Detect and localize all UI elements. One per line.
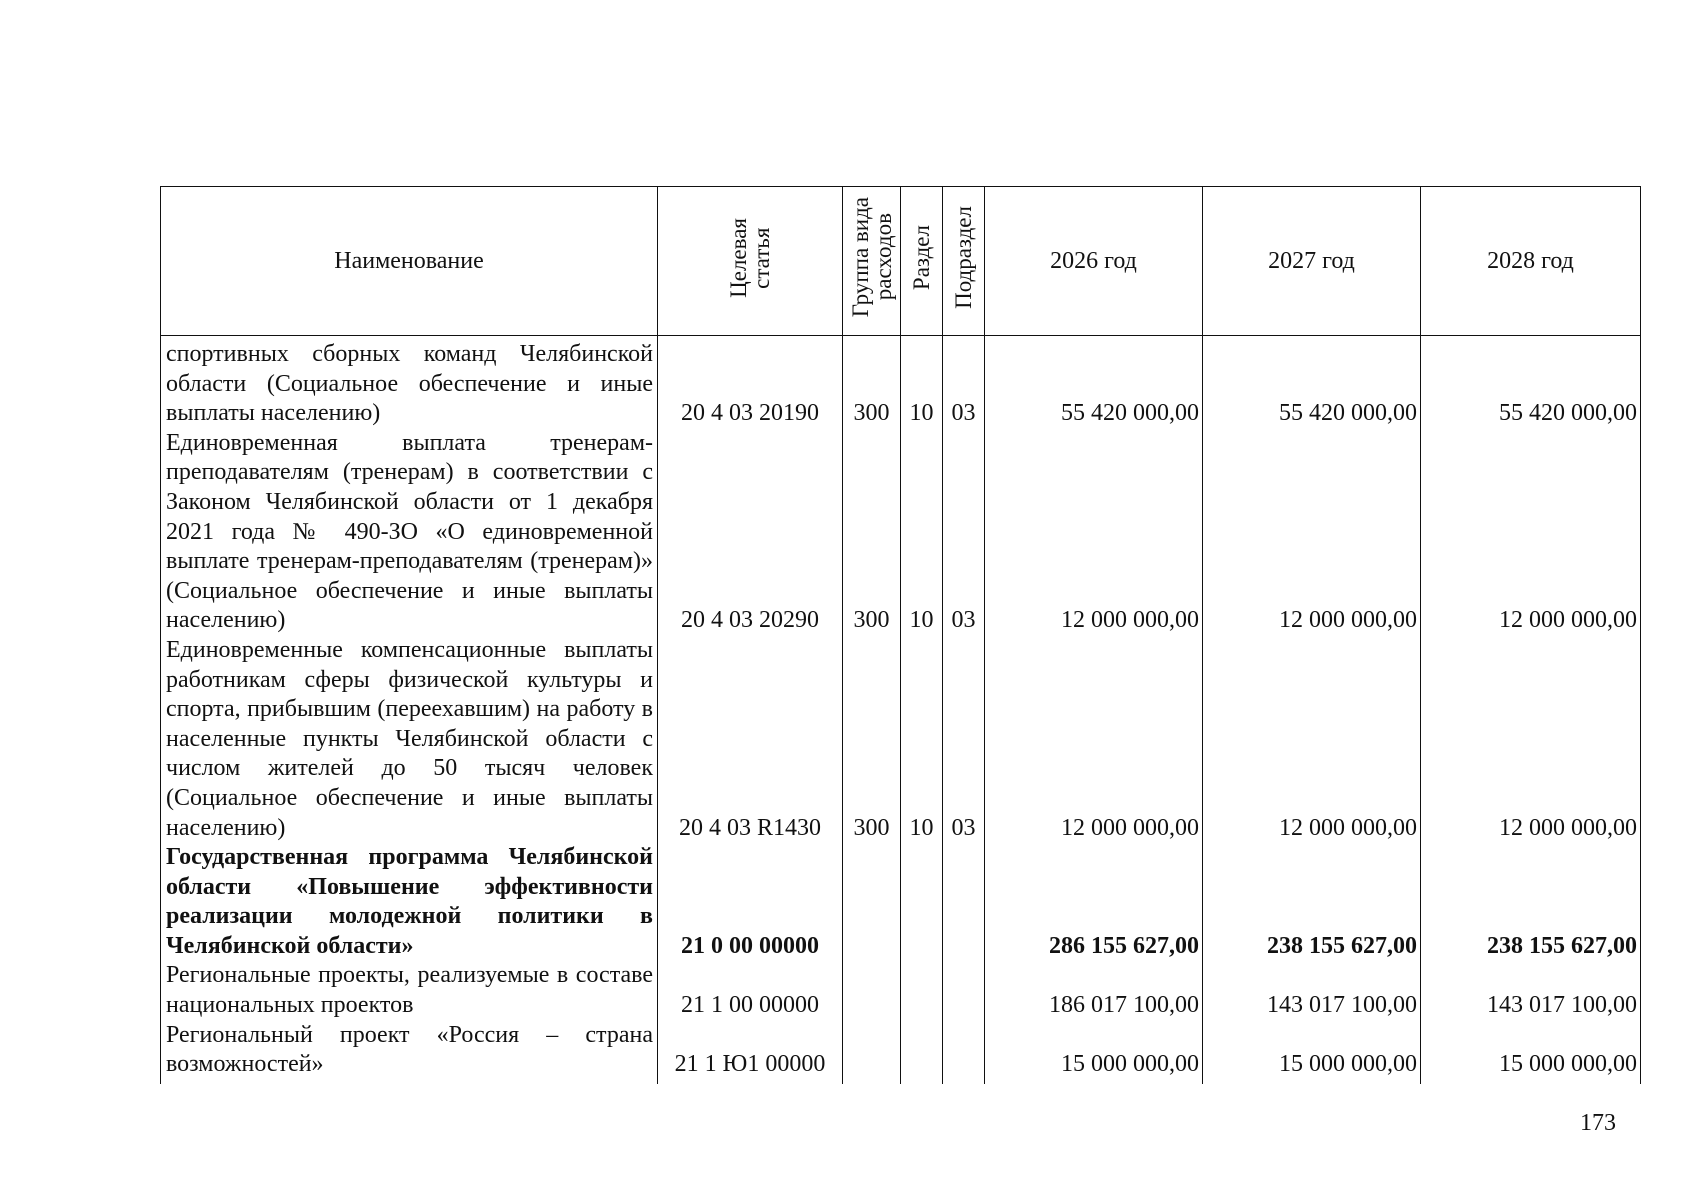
row-amount-2026: 286 155 627,00 — [985, 843, 1203, 961]
row-amount-2027: 143 017 100,00 — [1203, 961, 1421, 1020]
header-section: Раздел — [901, 187, 943, 336]
page-number: 173 — [1580, 1110, 1616, 1136]
table-row — [161, 429, 1641, 636]
row-subsection: 03 — [943, 336, 985, 429]
row-amount-2028: 12 000 000,00 — [1421, 636, 1641, 843]
row-subsection — [943, 843, 985, 961]
row-section: 10 — [901, 636, 943, 843]
row-expense-group — [843, 1021, 901, 1084]
row-amount-2026: 186 017 100,00 — [985, 961, 1203, 1020]
table-row — [161, 636, 1641, 843]
row-amount-2026: 12 000 000,00 — [985, 636, 1203, 843]
row-name: Единовременные компенсационные выплаты работникам сферы физической культуры и спорта, прибывшим (переехавшим) на работу в населенные пункты Челябинской области с числом жителей до 50 тысяч человек (Социальное обеспечение и иные выплаты населению) — [161, 636, 658, 843]
row-amount-2028: 12 000 000,00 — [1421, 429, 1641, 636]
budget-table — [160, 186, 1641, 1084]
row-section: 10 — [901, 429, 943, 636]
row-amount-2028: 143 017 100,00 — [1421, 961, 1641, 1020]
row-target-item: 20 4 03 20190 — [658, 336, 843, 429]
row-subsection — [943, 961, 985, 1020]
row-amount-2027: 15 000 000,00 — [1203, 1021, 1421, 1084]
row-amount-2027: 12 000 000,00 — [1203, 429, 1421, 636]
row-section — [901, 843, 943, 961]
row-amount-2027: 12 000 000,00 — [1203, 636, 1421, 843]
header-expense-group: Группа вида расходов — [843, 187, 901, 336]
row-target-item: 20 4 03 20290 — [658, 429, 843, 636]
header-year-2027: 2027 год — [1203, 187, 1421, 336]
row-amount-2026: 12 000 000,00 — [985, 429, 1203, 636]
row-section — [901, 1021, 943, 1084]
table-row — [161, 1021, 1641, 1084]
row-amount-2028: 55 420 000,00 — [1421, 336, 1641, 429]
table-row-program-total — [161, 843, 1641, 961]
row-expense-group — [843, 961, 901, 1020]
row-target-item: 21 0 00 00000 — [658, 843, 843, 961]
row-subsection: 03 — [943, 636, 985, 843]
row-expense-group: 300 — [843, 429, 901, 636]
row-name: Единовременная выплата тренерам-преподавателям (тренерам) в соответствии с Законом Челябинской области от 1 декабря 2021 года № 490-ЗО «О единовременной выплате тренерам-преподавателям (тренерам)» (Социальное обеспечение и иные выплаты населению) — [161, 429, 658, 636]
row-name: спортивных сборных команд Челябинской области (Социальное обеспечение и иные выплаты населению) — [161, 336, 658, 429]
table-row — [161, 961, 1641, 1020]
header-name: Наименование — [161, 187, 658, 336]
row-amount-2026: 15 000 000,00 — [985, 1021, 1203, 1084]
row-subsection: 03 — [943, 429, 985, 636]
row-amount-2028: 15 000 000,00 — [1421, 1021, 1641, 1084]
header-target-item: Целевая статья — [658, 187, 843, 336]
row-expense-group: 300 — [843, 636, 901, 843]
row-amount-2026: 55 420 000,00 — [985, 336, 1203, 429]
row-subsection — [943, 1021, 985, 1084]
row-section — [901, 961, 943, 1020]
table-header — [161, 187, 1641, 336]
row-name: Государственная программа Челябинской области «Повышение эффективности реализации молодежной политики в Челябинской области» — [161, 843, 658, 961]
header-row — [161, 187, 1641, 336]
header-year-2028: 2028 год — [1421, 187, 1641, 336]
row-expense-group — [843, 843, 901, 961]
row-name: Региональные проекты, реализуемые в составе национальных проектов — [161, 961, 658, 1020]
header-subsection: Подраздел — [943, 187, 985, 336]
row-target-item: 21 1 Ю1 00000 — [658, 1021, 843, 1084]
row-amount-2027: 238 155 627,00 — [1203, 843, 1421, 961]
row-expense-group: 300 — [843, 336, 901, 429]
row-name: Региональный проект «Россия – страна возможностей» — [161, 1021, 658, 1084]
table-row — [161, 336, 1641, 429]
table-body — [161, 336, 1641, 1084]
row-amount-2028: 238 155 627,00 — [1421, 843, 1641, 961]
row-section: 10 — [901, 336, 943, 429]
header-year-2026: 2026 год — [985, 187, 1203, 336]
row-target-item: 21 1 00 00000 — [658, 961, 843, 1020]
row-target-item: 20 4 03 R1430 — [658, 636, 843, 843]
row-amount-2027: 55 420 000,00 — [1203, 336, 1421, 429]
